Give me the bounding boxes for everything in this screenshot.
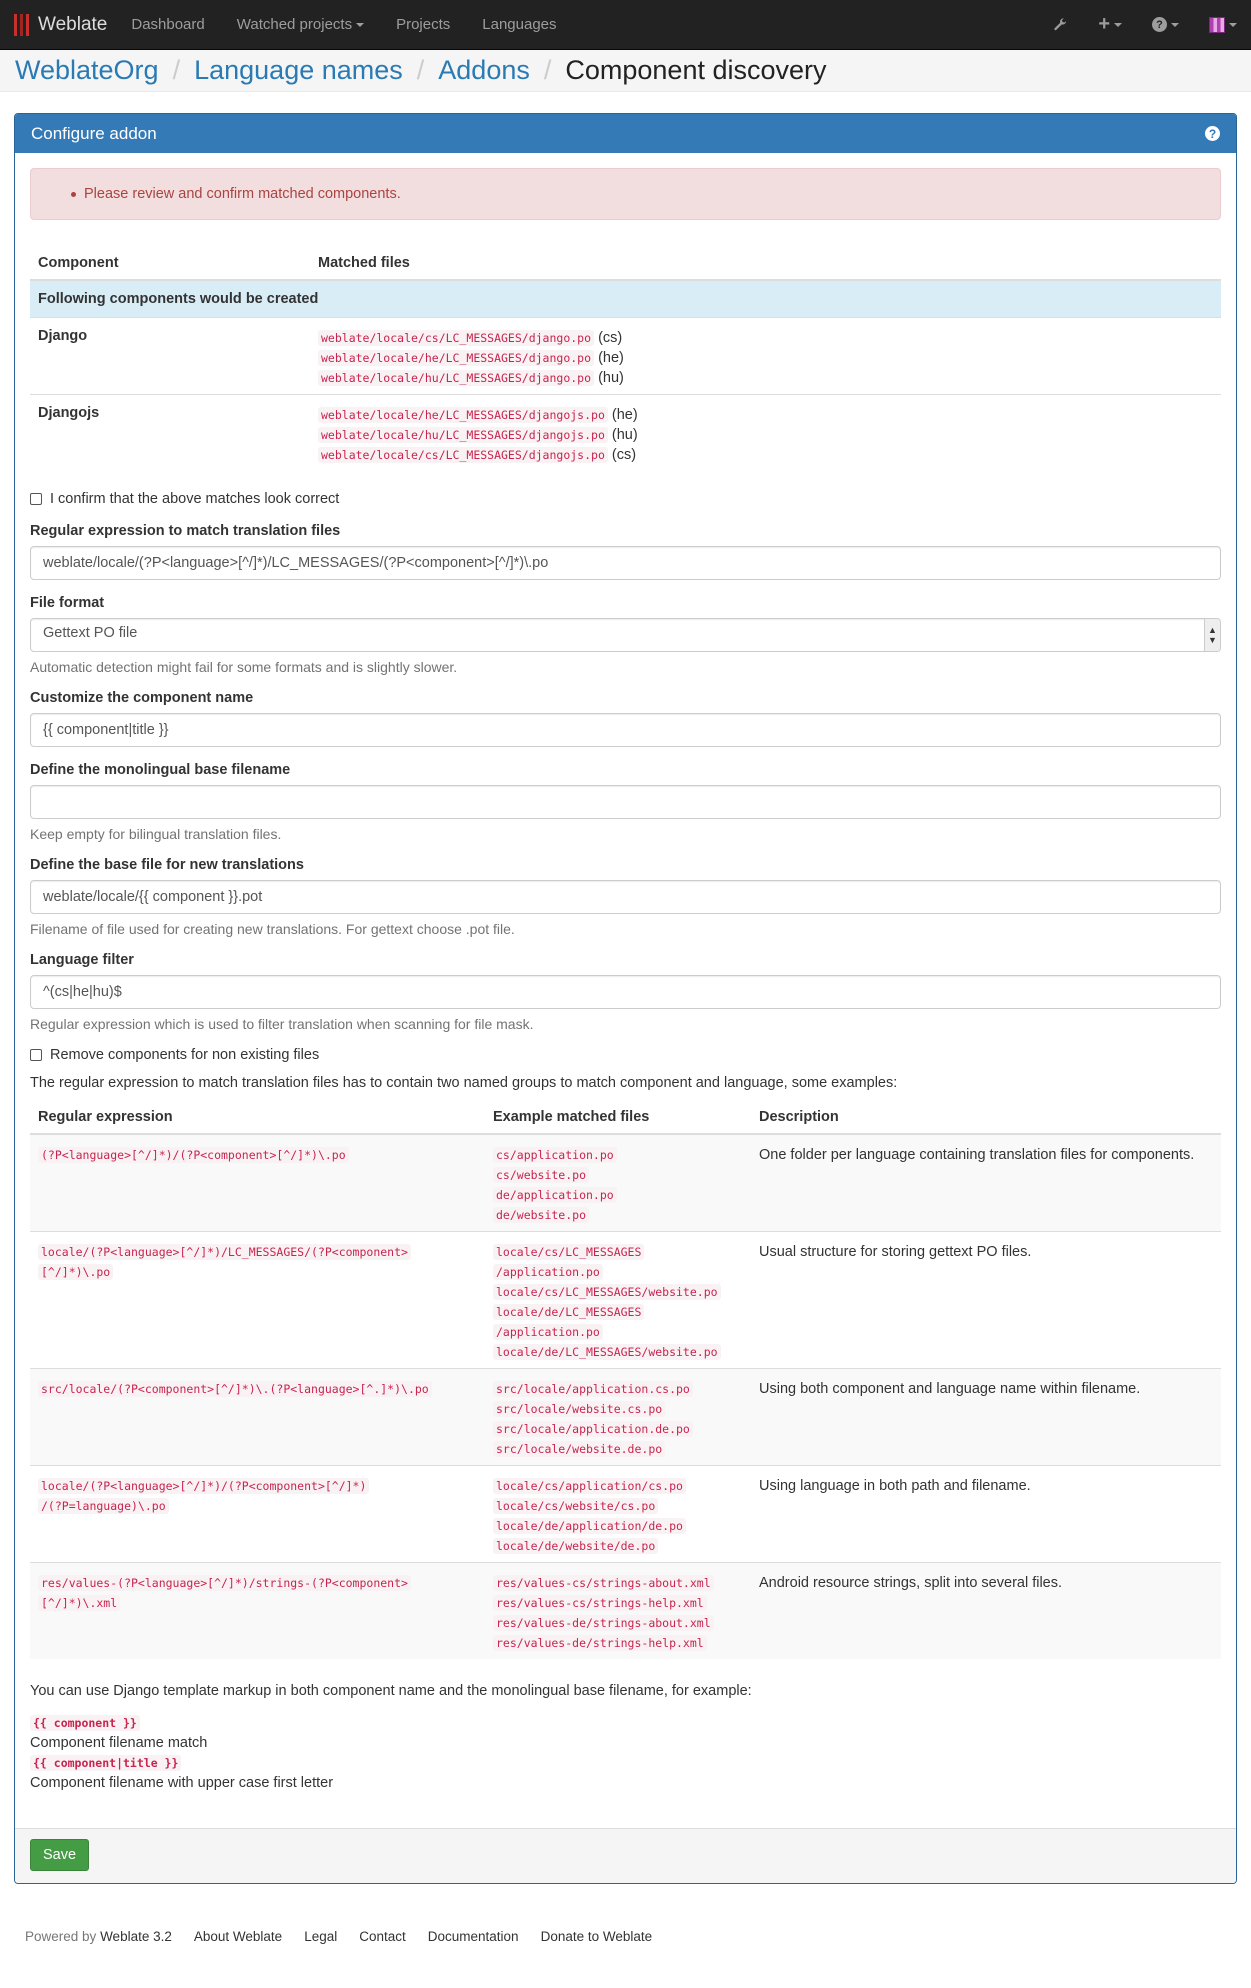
new-base-input[interactable] (30, 880, 1221, 914)
language-code: (hu) (611, 427, 638, 443)
regex-label: Regular expression to match translation files (30, 523, 341, 539)
template-code: {{ component|title }} (30, 1755, 181, 1771)
user-menu-icon[interactable] (1209, 17, 1237, 33)
file-path: weblate/locale/hu/LC_MESSAGES/djangojs.po (318, 427, 608, 443)
footer-link-donate[interactable]: Donate to Weblate (540, 1929, 653, 1944)
regex-code: locale/(?P<language>[^/]*)/(?P<component>[^/]*) (38, 1478, 369, 1494)
name-template-group (30, 690, 1221, 747)
weblate-logo-icon (14, 14, 30, 36)
template-description: Component filename with upper case first letter (30, 1775, 334, 1791)
column-header-example-files: Example matched files (485, 1109, 751, 1134)
example-file: res/values-de/strings-about.xml (493, 1615, 714, 1631)
table-row (30, 1369, 1221, 1466)
regex-group (30, 523, 1221, 580)
nav-projects[interactable] (396, 16, 450, 33)
confirm-checkbox[interactable] (30, 491, 1221, 507)
top-navbar (0, 0, 1251, 50)
footer-link-weblate-version[interactable]: Weblate 3.2 (100, 1929, 172, 1944)
help-menu-icon[interactable]: ? (1152, 17, 1179, 32)
bullet-icon (71, 192, 76, 197)
breadcrumb-project[interactable]: WeblateOrg (15, 55, 159, 85)
nav-watched-projects[interactable] (237, 16, 364, 33)
panel-body (15, 153, 1236, 1828)
breadcrumb-separator: / (172, 55, 181, 85)
caret-down-icon (1114, 23, 1122, 27)
breadcrumb-component[interactable]: Language names (194, 55, 403, 85)
powered-by (25, 1929, 172, 1944)
group-row (30, 280, 1221, 318)
name-template-input[interactable] (30, 713, 1221, 747)
language-code: (hu) (598, 370, 624, 386)
description-cell: Using language in both path and filename. (751, 1466, 1221, 1563)
breadcrumb-addons[interactable]: Addons (438, 55, 530, 85)
matched-files-cell (310, 395, 1221, 472)
component-name: Djangojs (30, 395, 310, 472)
file-path: weblate/locale/cs/LC_MESSAGES/djangojs.po (318, 447, 608, 463)
example-file: locale/cs/application/cs.po (493, 1478, 686, 1494)
template-code: {{ component }} (30, 1715, 140, 1731)
regex-cell (30, 1563, 485, 1660)
breadcrumb-current: Component discovery (565, 55, 827, 85)
base-file-help: Keep empty for bilingual translation files. (30, 826, 282, 842)
example-file: src/locale/application.cs.po (493, 1381, 693, 1397)
column-header-description: Description (751, 1109, 1221, 1134)
matched-components-table (30, 235, 1221, 471)
files-cell (485, 1563, 751, 1660)
nav-dashboard-label: Dashboard (131, 16, 205, 33)
regex-code: src/locale/(?P<component>[^/]*)\.(?P<language>[^.]*)\.po (38, 1381, 432, 1397)
example-file: /application.po (493, 1264, 603, 1280)
footer (0, 1929, 1251, 1944)
confirm-label: I confirm that the above matches look correct (50, 491, 340, 507)
column-header-matched-files: Matched files (310, 235, 1221, 280)
example-file: res/values-cs/strings-about.xml (493, 1575, 714, 1591)
example-file: src/locale/website.de.po (493, 1441, 665, 1457)
example-file: cs/website.po (493, 1167, 589, 1183)
example-file: locale/de/application/de.po (493, 1518, 686, 1534)
add-menu-icon[interactable]: + (1098, 13, 1122, 36)
table-row (30, 1563, 1221, 1660)
regex-code: res/values-(?P<language>[^/]*)/strings-(?P<component> (38, 1575, 411, 1591)
new-base-group (30, 857, 1221, 937)
save-button[interactable]: Save (30, 1839, 89, 1871)
footer-link-about[interactable]: About Weblate (193, 1929, 283, 1944)
file-path: weblate/locale/cs/LC_MESSAGES/django.po (318, 330, 594, 346)
files-cell (485, 1369, 751, 1466)
powered-by-label: Powered by (25, 1929, 97, 1944)
regex-cell (30, 1134, 485, 1232)
regex-cell (30, 1466, 485, 1563)
checkbox-icon[interactable] (30, 493, 42, 505)
regex-code: [^/]*)\.xml (38, 1595, 120, 1611)
file-format-select[interactable] (30, 618, 1221, 652)
example-file: locale/cs/LC_MESSAGES (493, 1244, 644, 1260)
brand-label: Weblate (38, 13, 108, 35)
file-format-value[interactable]: Gettext PO file (30, 618, 1221, 652)
regex-code: locale/(?P<language>[^/]*)/LC_MESSAGES/(?P<component> (38, 1244, 411, 1260)
brand[interactable] (14, 14, 107, 36)
example-file: src/locale/application.de.po (493, 1421, 693, 1437)
files-cell (485, 1232, 751, 1369)
table-row (30, 1134, 1221, 1232)
regex-cell (30, 1369, 485, 1466)
remove-label: Remove components for non existing files (50, 1047, 320, 1063)
example-file: de/website.po (493, 1207, 589, 1223)
help-icon[interactable]: ? (1205, 126, 1220, 141)
name-template-label: Customize the component name (30, 690, 254, 706)
example-file: locale/cs/LC_MESSAGES/website.po (493, 1284, 721, 1300)
file-path: weblate/locale/he/LC_MESSAGES/djangojs.po (318, 407, 608, 423)
description-cell: Using both component and language name within filename. (751, 1369, 1221, 1466)
avatar (1209, 17, 1225, 33)
panel-title: Configure addon (31, 123, 157, 143)
nav-projects-label: Projects (396, 16, 451, 33)
nav-watched-projects-label: Watched projects (236, 16, 353, 33)
alert-message: Please review and confirm matched components. (84, 186, 401, 202)
files-cell (485, 1134, 751, 1232)
template-text: You can use Django template markup in both component name and the monolingual base filename, for example: (30, 1683, 752, 1699)
base-file-group (30, 762, 1221, 842)
footer-link-legal[interactable]: Legal (304, 1929, 338, 1944)
language-filter-group (30, 952, 1221, 1032)
file-path: weblate/locale/he/LC_MESSAGES/django.po (318, 350, 594, 366)
caret-down-icon (356, 23, 364, 27)
file-format-label: File format (30, 595, 105, 611)
example-file: locale/cs/website/cs.po (493, 1498, 658, 1514)
description-cell: Usual structure for storing gettext PO files. (751, 1232, 1221, 1369)
description-cell: One folder per language containing translation files for components. (751, 1134, 1221, 1232)
panel-heading (15, 114, 1236, 153)
configure-addon-panel (14, 113, 1237, 1884)
language-filter-input[interactable] (30, 975, 1221, 1009)
language-filter-help: Regular expression which is used to filter translation when scanning for file mask. (30, 1016, 534, 1032)
new-base-help: Filename of file used for creating new translations. For gettext choose .pot file. (30, 921, 515, 937)
remove-checkbox[interactable] (30, 1047, 1221, 1063)
base-file-label: Define the monolingual base filename (30, 762, 291, 778)
regex-input[interactable] (30, 546, 1221, 580)
language-code: (he) (611, 407, 638, 423)
matched-files-cell (310, 318, 1221, 395)
file-path: weblate/locale/hu/LC_MESSAGES/django.po (318, 370, 594, 386)
chevron-up-down-icon[interactable]: ▲ ▼ (1204, 619, 1220, 651)
nav-languages[interactable] (482, 16, 556, 33)
new-base-label: Define the base file for new translations (30, 857, 304, 873)
template-description: Component filename match (30, 1735, 208, 1751)
regex-code: /(?P=language)\.po (38, 1498, 169, 1514)
group-label: Following components would be created (30, 280, 1221, 318)
language-filter-label: Language filter (30, 952, 134, 968)
breadcrumb-separator: / (543, 55, 552, 85)
examples-intro: The regular expression to match translation files has to contain two named groups to match component and language, some examples: (30, 1075, 898, 1091)
example-file: locale/de/LC_MESSAGES (493, 1304, 644, 1320)
breadcrumb (0, 50, 1251, 92)
examples-table (30, 1109, 1221, 1659)
column-header-component: Component (30, 235, 310, 280)
component-name: Django (30, 318, 310, 395)
example-file: de/application.po (493, 1187, 617, 1203)
table-row (30, 395, 1221, 472)
example-file: res/values-de/strings-help.xml (493, 1635, 707, 1651)
example-file: res/values-cs/strings-help.xml (493, 1595, 707, 1611)
checkbox-icon[interactable] (30, 1049, 42, 1061)
table-row (30, 1466, 1221, 1563)
example-file: /application.po (493, 1324, 603, 1340)
table-row (30, 318, 1221, 395)
template-examples (30, 1713, 1221, 1793)
nav-languages-label: Languages (482, 16, 557, 33)
column-header-regex: Regular expression (30, 1109, 485, 1134)
regex-code: (?P<language>[^/]*)/(?P<component>[^/]*)\.po (38, 1147, 349, 1163)
regex-code: [^/]*)\.po (38, 1264, 113, 1280)
nav-right (1053, 13, 1237, 36)
language-code: (he) (598, 350, 624, 366)
footer-link-contact[interactable]: Contact (359, 1929, 406, 1944)
files-cell (485, 1466, 751, 1563)
example-file: src/locale/website.cs.po (493, 1401, 665, 1417)
caret-down-icon (1171, 23, 1179, 27)
base-file-input[interactable] (30, 785, 1221, 819)
file-format-help: Automatic detection might fail for some formats and is slightly slower. (30, 659, 458, 675)
error-alert (30, 168, 1221, 220)
example-file: cs/application.po (493, 1147, 617, 1163)
table-row (30, 1232, 1221, 1369)
wrench-icon[interactable] (1053, 17, 1068, 32)
nav-dashboard[interactable] (131, 16, 204, 33)
regex-cell (30, 1232, 485, 1369)
example-file: locale/de/LC_MESSAGES/website.po (493, 1344, 721, 1360)
language-code: (cs) (611, 447, 637, 463)
example-file: locale/de/website/de.po (493, 1538, 658, 1554)
breadcrumb-separator: / (416, 55, 425, 85)
description-cell: Android resource strings, split into several files. (751, 1563, 1221, 1660)
panel-footer (15, 1828, 1236, 1883)
caret-down-icon (1229, 23, 1237, 27)
language-code: (cs) (598, 330, 623, 346)
footer-link-documentation[interactable]: Documentation (427, 1929, 519, 1944)
file-format-group (30, 595, 1221, 675)
